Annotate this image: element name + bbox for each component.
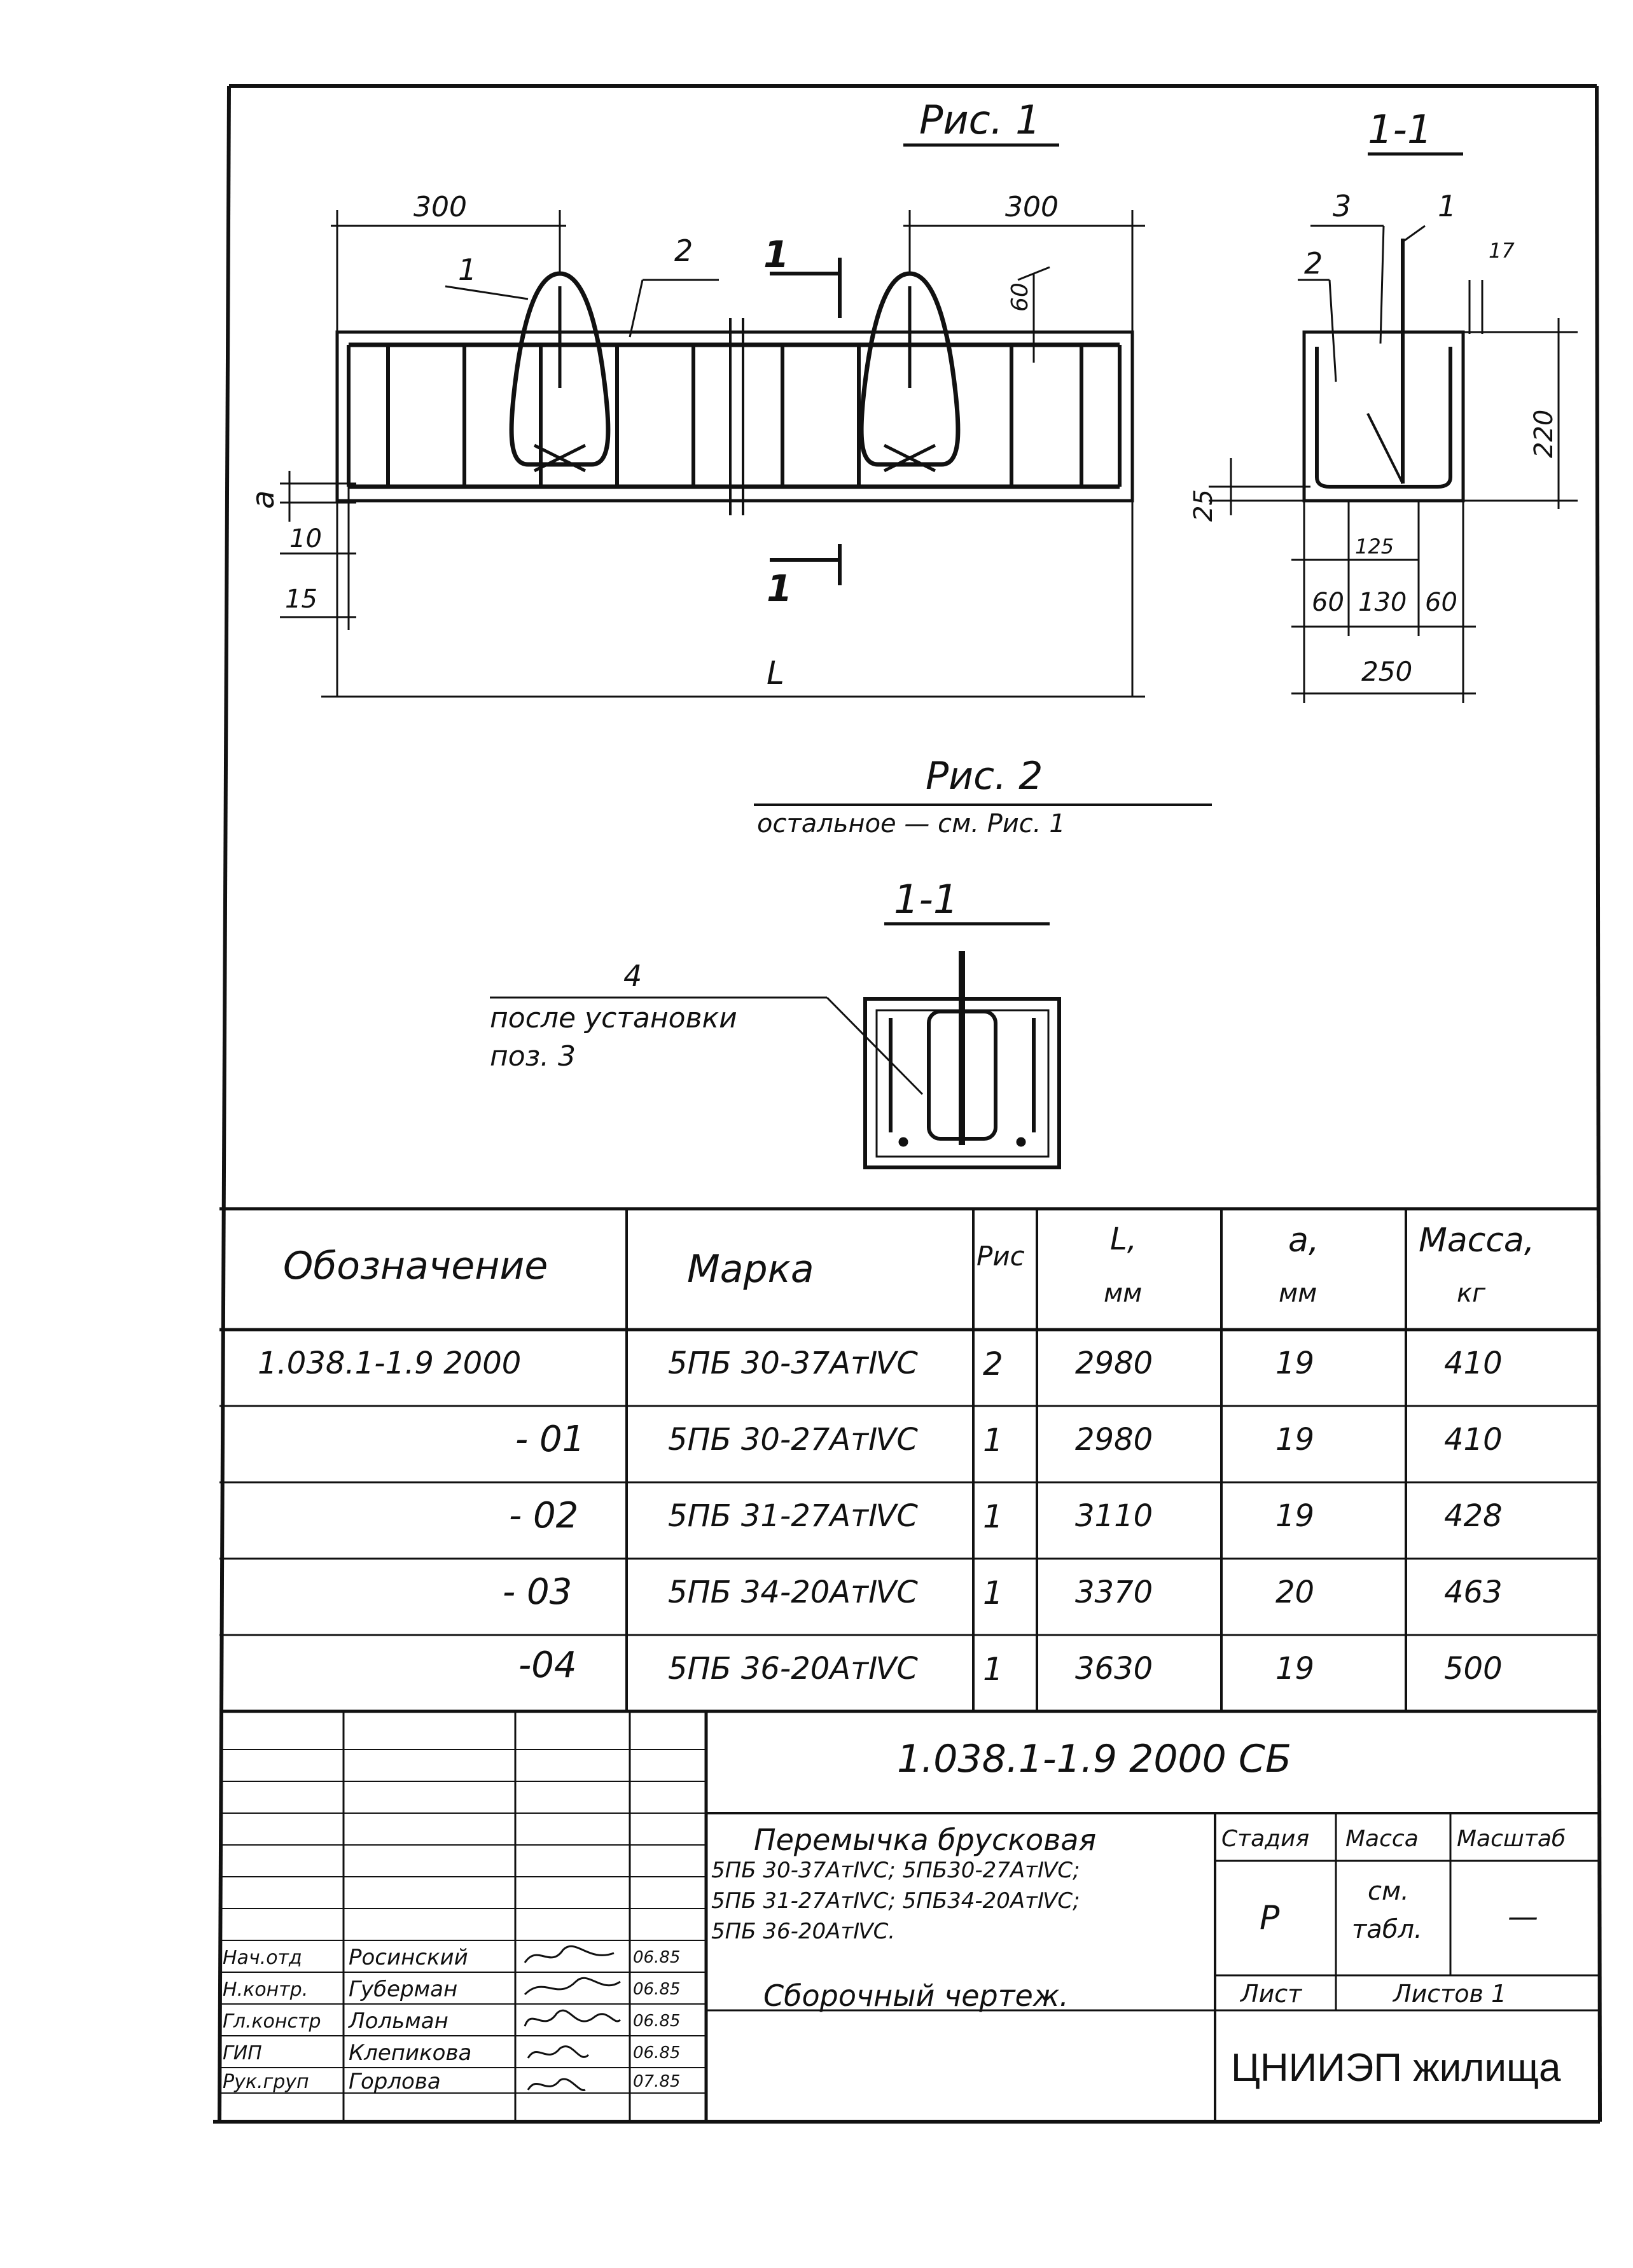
- sig-name: Лольман: [349, 2008, 448, 2034]
- mass-value-2: табл.: [1352, 1915, 1422, 1944]
- cell-a: 19: [1275, 1651, 1315, 1687]
- fig2-section-title: 1-1: [894, 876, 959, 922]
- section1-cross-section: [1209, 154, 1578, 703]
- sig-role: Н.контр.: [223, 1979, 309, 2001]
- sig-role: ГИП: [223, 2042, 262, 2064]
- dim-17: 17: [1489, 239, 1515, 263]
- header-mass-unit: кг: [1457, 1279, 1486, 1308]
- sheets-label: Листов 1: [1393, 1980, 1507, 2008]
- header-a: a,: [1288, 1221, 1319, 1260]
- doc-name-line1: Перемычка брусковая: [754, 1823, 1097, 1857]
- cell-fig: 1: [983, 1498, 1003, 1535]
- header-length-unit: мм: [1104, 1279, 1143, 1308]
- sig-role: Гл.констр: [223, 2010, 321, 2033]
- cell-designation: -04: [518, 1645, 577, 1686]
- sig-date: 06.85: [633, 1980, 681, 1999]
- dim-125: 125: [1355, 534, 1394, 559]
- cell-length: 3110: [1075, 1498, 1153, 1534]
- doc-name-line4: 5ПБ 36-20АтⅣС.: [711, 1919, 896, 1944]
- fig2-note-line1: после установки: [490, 1002, 737, 1034]
- doc-name-line5: Сборочный чертеж.: [763, 1979, 1069, 2013]
- doc-name-line2: 5ПБ 30-37АтⅣС; 5ПБ30-27АтⅣС;: [711, 1858, 1080, 1883]
- fig1-title: Рис. 1: [919, 97, 1041, 143]
- dim-300-left: 300: [413, 191, 467, 223]
- sec1-pos-1: 1: [1438, 189, 1457, 223]
- sig-role: Нач.отд: [223, 1947, 302, 1969]
- dim-300-right: 300: [1005, 191, 1059, 223]
- header-mass: Масса,: [1419, 1221, 1535, 1260]
- mass-label: Масса: [1345, 1826, 1419, 1852]
- cell-mass: 463: [1444, 1575, 1503, 1610]
- dim-130: 130: [1358, 588, 1407, 617]
- cell-length: 2980: [1075, 1422, 1153, 1458]
- organization-name: ЦНИИЭП жилища: [1231, 2046, 1561, 2090]
- dim-25: 25: [1189, 489, 1218, 522]
- fig1-pos-1: 1: [458, 253, 477, 287]
- sig-date: 06.85: [633, 1948, 681, 1967]
- cell-fig: 1: [983, 1422, 1003, 1459]
- cell-designation: - 02: [509, 1495, 579, 1536]
- cell-length: 3630: [1075, 1651, 1153, 1687]
- cell-a: 20: [1275, 1575, 1315, 1610]
- dim-60: 60: [1007, 282, 1033, 312]
- cell-mark: 5ПБ 36-20АтⅣС: [668, 1651, 918, 1687]
- header-designation: Обозначение: [283, 1244, 548, 1288]
- sig-name: Губерман: [349, 1977, 458, 2002]
- doc-name-line3: 5ПБ 31-27АтⅣС; 5ПБ34-20АтⅣС;: [711, 1888, 1080, 1914]
- section1-title: 1-1: [1368, 106, 1433, 153]
- sheet-label: Лист: [1240, 1980, 1302, 2008]
- spec-table: [219, 1209, 1597, 1711]
- fig2-drawing: [490, 805, 1212, 1167]
- cut-mark-top: 1: [763, 233, 789, 276]
- cell-a: 19: [1275, 1422, 1315, 1458]
- cell-mark: 5ПБ 30-37АтⅣС: [668, 1346, 918, 1381]
- header-length: L,: [1110, 1221, 1137, 1257]
- sheet-frame: [213, 86, 1600, 2122]
- dim-15: 15: [285, 585, 317, 614]
- cell-mass: 410: [1444, 1422, 1503, 1458]
- cell-fig: 1: [983, 1651, 1003, 1688]
- header-mark: Марка: [687, 1247, 814, 1291]
- sig-name: Горлова: [349, 2069, 441, 2094]
- fig2-note-line2: поз. 3: [490, 1040, 576, 1073]
- stage-value: Р: [1260, 1899, 1280, 1937]
- cell-mass: 428: [1444, 1498, 1503, 1534]
- fig1-pos-2: 2: [674, 233, 693, 268]
- doc-code: 1.038.1-1.9 2000 СБ: [897, 1737, 1291, 1781]
- mass-value-1: см.: [1368, 1877, 1409, 1906]
- cell-mass: 410: [1444, 1346, 1503, 1381]
- title-block-grid: [219, 1711, 1600, 2122]
- fig2-note-pos: 4: [623, 959, 643, 993]
- dim-220: 220: [1529, 409, 1559, 458]
- cell-a: 19: [1275, 1346, 1315, 1381]
- cut-mark-bottom: 1: [767, 567, 793, 610]
- dim-60b: 60: [1425, 588, 1457, 617]
- cell-mass: 500: [1444, 1651, 1503, 1687]
- cell-designation: - 01: [515, 1419, 585, 1460]
- dim-L: L: [767, 655, 784, 692]
- cell-length: 3370: [1075, 1575, 1153, 1610]
- sig-role: Рук.груп: [223, 2071, 309, 2093]
- cell-mark: 5ПБ 34-20АтⅣС: [668, 1575, 918, 1610]
- sec1-pos-3: 3: [1333, 189, 1352, 223]
- cell-mark: 5ПБ 30-27АтⅣС: [668, 1422, 918, 1458]
- scale-label: Масштаб: [1457, 1826, 1566, 1852]
- sec1-pos-2: 2: [1304, 246, 1323, 281]
- cell-length: 2980: [1075, 1346, 1153, 1381]
- cell-designation: - 03: [503, 1571, 573, 1613]
- cell-fig: 2: [983, 1346, 1003, 1382]
- cell-fig: 1: [983, 1575, 1003, 1611]
- sig-date: 06.85: [633, 2012, 681, 2031]
- sig-name: Росинский: [349, 1945, 468, 1970]
- header-fig: Рис: [976, 1241, 1025, 1272]
- cell-designation: 1.038.1-1.9 2000: [258, 1346, 522, 1381]
- cell-mark: 5ПБ 31-27АтⅣС: [668, 1498, 918, 1534]
- fig1-elevation: [280, 145, 1145, 697]
- sig-name: Клепикова: [349, 2040, 472, 2066]
- stage-label: Стадия: [1221, 1826, 1310, 1852]
- dim-a: a: [246, 490, 281, 509]
- fig2-subtitle: остальное — см. Рис. 1: [757, 809, 1066, 838]
- dim-60a: 60: [1312, 588, 1344, 617]
- cell-a: 19: [1275, 1498, 1315, 1534]
- scale-value: —: [1508, 1899, 1538, 1935]
- sig-date: 07.85: [633, 2072, 681, 2091]
- sig-date: 06.85: [633, 2043, 681, 2063]
- dim-250: 250: [1361, 656, 1413, 687]
- fig2-title: Рис. 2: [926, 754, 1043, 798]
- header-a-unit: мм: [1279, 1279, 1317, 1308]
- dim-10: 10: [289, 524, 322, 553]
